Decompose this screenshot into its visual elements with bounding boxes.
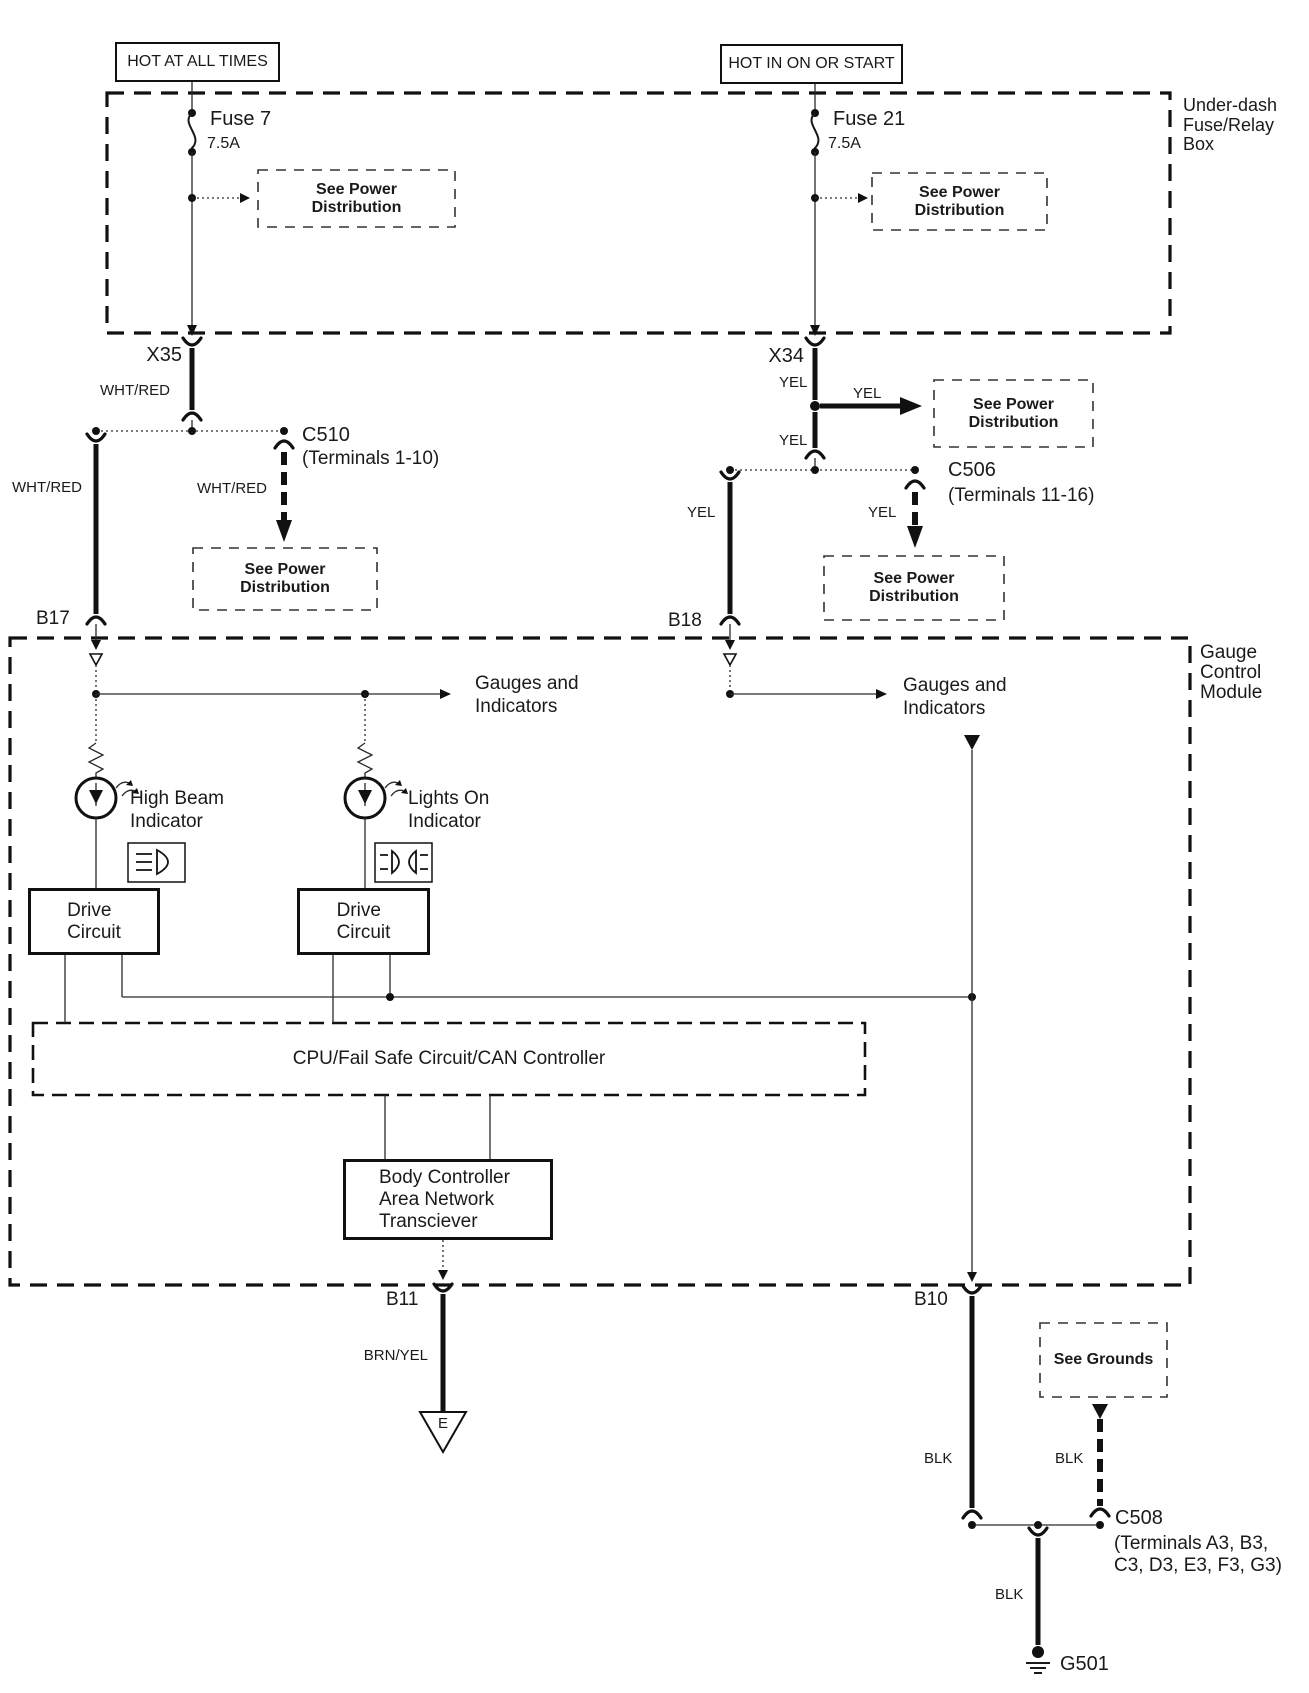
b18-label: B18 — [668, 610, 702, 631]
see-power-ref-3 — [934, 380, 1093, 447]
drive-circuit-2-line1: Drive — [336, 899, 381, 921]
wire-yel-2: YEL — [853, 385, 882, 402]
hot-at-all-times-box — [115, 42, 280, 82]
b10-label: B10 — [914, 1289, 948, 1310]
high-beam-indicator-label: High Beam Indicator — [130, 788, 224, 832]
bcan-line3: Transciever — [379, 1210, 478, 1232]
drive-circuit-2-line2: Circuit — [336, 921, 391, 943]
drive-circuit-1-line1: Drive — [67, 899, 112, 921]
wire-yel-5: YEL — [868, 504, 897, 521]
b11-label: B11 — [386, 1289, 419, 1310]
see-grounds-ref — [1040, 1323, 1167, 1397]
ground-network — [968, 1404, 1109, 1673]
resistor-1 — [89, 743, 103, 778]
e-ground-label: E — [437, 1415, 448, 1432]
c510-terminals: (Terminals 1-10) — [302, 448, 440, 469]
see-power-5-line1: See Power — [873, 570, 955, 587]
fuse21-label: Fuse 21 — [833, 108, 906, 130]
wire-wht-red-3: WHT/RED — [197, 480, 267, 497]
cpu-bcan-wires — [385, 1095, 490, 1452]
drive-circuit-box-2 — [297, 888, 430, 955]
wire-brn-yel: BRN/YEL — [363, 1347, 428, 1364]
g501-ground-symbol — [1032, 1646, 1044, 1658]
see-power-4-line1: See Power — [244, 561, 326, 578]
wire-yel-3: YEL — [779, 432, 808, 449]
hot-in-on-or-start-box — [720, 44, 903, 84]
bcan-transceiver-box — [343, 1159, 553, 1240]
wire-wht-red-2: WHT/RED — [12, 479, 82, 496]
hot-at-all-times-label: HOT AT ALL TIMES — [127, 53, 268, 70]
lights-on-icon — [375, 843, 432, 882]
resistor-2 — [358, 743, 372, 778]
see-power-ref-1 — [258, 170, 455, 227]
fuse21-symbol — [812, 113, 819, 152]
x34-connector — [806, 338, 922, 470]
hot-in-on-or-start-label: HOT IN ON OR START — [728, 55, 895, 72]
see-power-ref-2 — [872, 173, 1047, 230]
cpu-label: CPU/Fail Safe Circuit/CAN Controller — [292, 1048, 606, 1069]
c510-branch — [275, 441, 293, 542]
wire-blk-2: BLK — [1055, 1450, 1084, 1467]
gauges-feed-left — [92, 689, 451, 699]
fuse7-label: Fuse 7 — [210, 108, 272, 130]
see-power-4-line2: Distribution — [240, 579, 330, 596]
fuse7-symbol — [189, 113, 196, 152]
c510-label: C510 — [302, 424, 350, 446]
see-power-1-line1: See Power — [316, 180, 397, 198]
wire-yel-4: YEL — [687, 504, 716, 521]
see-power-3-line1: See Power — [973, 395, 1054, 413]
bcan-line2: Area Network — [379, 1188, 495, 1210]
high-beam-icon — [128, 843, 185, 882]
see-power-1-line2: Distribution — [311, 198, 402, 216]
x35-label: X35 — [146, 344, 182, 366]
see-grounds-label: See Grounds — [1053, 1351, 1154, 1368]
bcan-line1: Body Controller — [379, 1166, 510, 1188]
drive-circuit-box-1 — [28, 888, 160, 955]
drive-circuit-1-line2: Circuit — [67, 921, 121, 943]
c508-terminals-2: C3, D3, E3, F3, G3) — [1114, 1555, 1282, 1576]
gauge-module-label: Gauge Control Module — [1200, 642, 1263, 703]
gauge-module-outline — [10, 638, 1190, 1285]
b17-wire — [87, 434, 105, 694]
b17-label: B17 — [36, 608, 70, 629]
wire-wht-red-1: WHT/RED — [100, 382, 170, 399]
wire-yel-1: YEL — [779, 374, 808, 391]
c508-label: C508 — [1115, 1507, 1163, 1529]
c508-terminals-1: (Terminals A3, B3, — [1114, 1533, 1269, 1554]
c506-label: C506 — [948, 459, 996, 481]
see-power-ref-5 — [824, 556, 1004, 620]
see-power-3-line2: Distribution — [968, 413, 1059, 431]
lights-on-indicator-label: Lights On Indicator — [408, 788, 490, 832]
wire-blk-1: BLK — [924, 1450, 953, 1467]
x35-connector — [183, 338, 201, 431]
g501-label: G501 — [1060, 1653, 1109, 1675]
drive-circuit-bus — [65, 955, 976, 1023]
see-power-2-line1: See Power — [919, 183, 1000, 201]
gauges-indicators-left: Gauges and Indicators — [475, 673, 579, 717]
c506-terminals: (Terminals 11-16) — [948, 485, 1095, 506]
x34-label: X34 — [768, 345, 804, 367]
gauges-indicators-right: Gauges and Indicators — [903, 675, 1007, 719]
fuse7-rating: 7.5A — [207, 135, 240, 152]
b18-wire — [721, 472, 739, 694]
b10-line — [963, 735, 981, 1518]
cpu-box — [33, 1023, 865, 1095]
wire-blk-3: BLK — [995, 1586, 1024, 1603]
c506-branch — [906, 481, 924, 548]
see-power-ref-4 — [193, 548, 377, 610]
fuse-box-label: Under-dash Fuse/Relay Box — [1183, 95, 1278, 154]
see-power-2-line2: Distribution — [914, 201, 1005, 219]
see-power-5-line2: Distribution — [869, 588, 959, 605]
gauges-feed-right — [726, 689, 887, 699]
fuse21-rating: 7.5A — [828, 135, 861, 152]
